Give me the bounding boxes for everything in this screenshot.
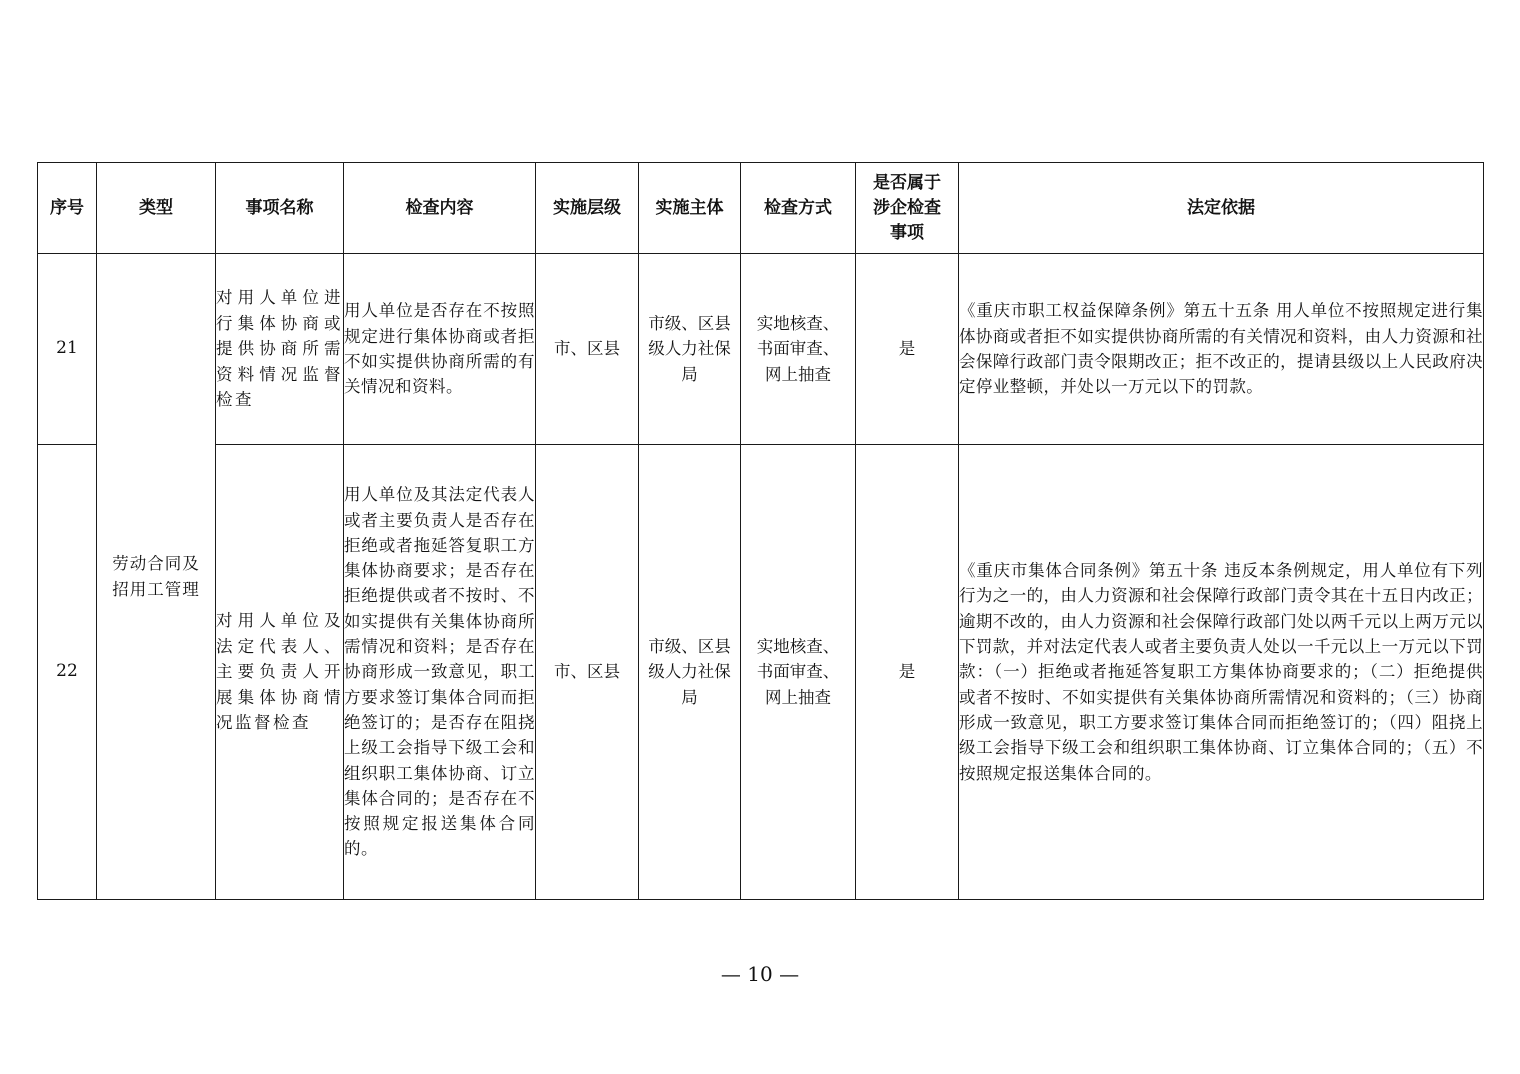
row-method: 实地核查、书面审查、网上抽查 — [741, 445, 856, 900]
header-level: 实施层级 — [536, 163, 639, 254]
row-level: 市、区县 — [536, 445, 639, 900]
header-item-name: 事项名称 — [216, 163, 344, 254]
row-seq: 21 — [38, 254, 97, 445]
table-header-row — [38, 163, 1484, 254]
header-check-content: 检查内容 — [344, 163, 536, 254]
row-item-name: 对用人单位进行集体协商或提供协商所需资料情况监督检查 — [216, 254, 344, 445]
page-number: — 10 — — [720, 962, 800, 986]
header-basis: 法定依据 — [959, 163, 1484, 254]
row-check-content: 用人单位是否存在不按照规定进行集体协商或者拒不如实提供协商所需的有关情况和资料。 — [344, 254, 536, 445]
row-level: 市、区县 — [536, 254, 639, 445]
row-method: 实地核查、书面审查、网上抽查 — [741, 254, 856, 445]
row-basis: 《重庆市集体合同条例》第五十条 违反本条例规定，用人单位有下列行为之一的，由人力资源和社会保障行政部门责令其在十五日内改正；逾期不改的，由人力资源和社会保障行政部门处以两千元以上两万元以下罚款，并对法定代表人或者主要负责人处以一千元以上一万元以下罚款：（一）拒绝或者拖延答复职工方集体协商要求的；（二）拒绝提供或者不按时、不如实提供有关集体协商所需情况和资料的；（三）协商形成一致意见，职工方要求签订集体合同而拒绝签订的；（四）阻挠上级工会指导下级工会和组织职工集体协商、订立集体合同的；（五）不按照规定报送集体合同的。 — [959, 445, 1484, 900]
row-enterprise: 是 — [856, 445, 959, 900]
row-subject: 市级、区县级人力社保局 — [639, 254, 741, 445]
row-subject: 市级、区县级人力社保局 — [639, 445, 741, 900]
row-enterprise: 是 — [856, 254, 959, 445]
header-method: 检查方式 — [741, 163, 856, 254]
header-type: 类型 — [97, 163, 216, 254]
table-row — [38, 254, 1484, 445]
row-check-content: 用人单位及其法定代表人或者主要负责人是否存在拒绝或者拖延答复职工方集体协商要求；是否存在拒绝提供或者不按时、不如实提供有关集体协商所需情况和资料；是否存在协商形成一致意见，职工方要求签订集体合同而拒绝签订的；是否存在阻挠上级工会指导下级工会和组织职工集体协商、订立集体合同的；是否存在不按照规定报送集体合同的。 — [344, 445, 536, 900]
row-basis: 《重庆市职工权益保障条例》第五十五条 用人单位不按照规定进行集体协商或者拒不如实提供协商所需的有关情况和资料，由人力资源和社会保障行政部门责令限期改正；拒不改正的，提请县级以上人民政府决定停业整顿，并处以一万元以下的罚款。 — [959, 254, 1484, 445]
row-category: 劳动合同及招用工管理 — [97, 254, 216, 900]
row-seq: 22 — [38, 445, 97, 900]
table-row — [38, 445, 1484, 900]
header-enterprise: 是否属于涉企检查事项 — [856, 163, 959, 254]
row-item-name: 对用人单位及法定代表人、主要负责人开展集体协商情况监督检查 — [216, 445, 344, 900]
header-subject: 实施主体 — [639, 163, 741, 254]
header-seq: 序号 — [38, 163, 97, 254]
inspection-items-table — [37, 162, 1484, 900]
